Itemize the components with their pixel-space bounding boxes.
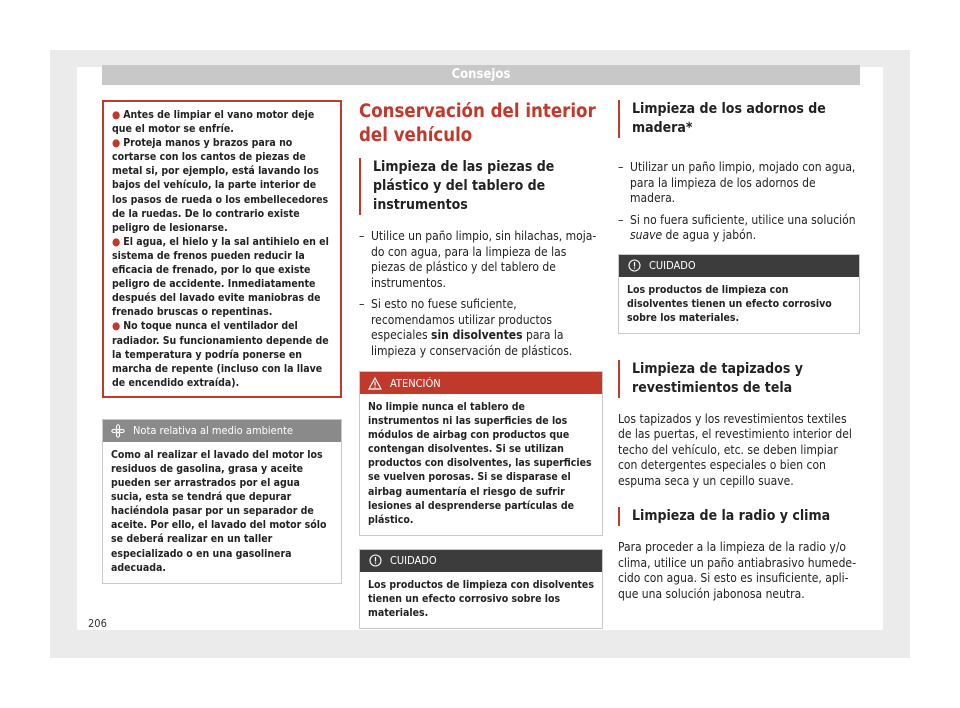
- warning-triangle-icon: [368, 376, 382, 390]
- info-circle-icon: [368, 554, 382, 568]
- atencion-box: [359, 371, 603, 536]
- bullet-icon: ●: [112, 109, 121, 121]
- cuidado-text: Los productos de limpieza con disolventes tienen un efecto corrosivo sobre los materiales.: [627, 283, 832, 324]
- warning-item: ● Proteja manos y brazos para no cortarse con los cantos de piezas de metal si, por ejemplo, está lavando los bajos del vehículo, la parte interior de los pasos de rueda o los embellecedores de la ruedas. De lo contrario existe peligro de lesionarse.: [112, 137, 329, 234]
- column-right: [618, 100, 860, 602]
- warning-item: ● No toque nunca el ventilador del radiador. Su funcionamiento depende de la temperatura y podría ponerse en marcha de repente (incluso con la llave de encendido extraída).: [112, 320, 329, 389]
- subsection-title-fabric: Limpieza de tapizados y revestimientos de tela: [618, 360, 860, 398]
- fabric-paragraph: Los tapizados y los revestimientos textiles de las puertas, el revestimiento interior del techo del vehículo, etc. se deben limpiar con detergentes especiales o bien con espuma seca y un cepillo suave.: [618, 411, 852, 488]
- radio-section: [618, 507, 860, 602]
- cuidado-header: [360, 550, 602, 572]
- list-item: – Si no fuera suficiente, utilice una solución suave de agua y jabón.: [618, 213, 860, 244]
- atencion-text: No limpie nunca el tablero de instrumentos ni las superficies de los módulos de airbag con productos que contengan disolventes. Si se utilizan productos con disolventes, las superficies se vuelven porosas. Si se disparase el airbag aumentaría el riesgo de sufrir lesiones al desprenderse partículas de plástico.: [368, 401, 592, 526]
- fabric-section: [618, 360, 860, 490]
- subsection-title-radio: Limpieza de la radio y clima: [618, 507, 860, 526]
- info-circle-icon: [627, 259, 641, 273]
- wood-care-list: [618, 160, 860, 244]
- section-header-bar: [102, 65, 860, 85]
- cuidado-text: Los productos de limpieza con disolventes tienen un efecto corrosivo sobre los materiales.: [368, 578, 594, 620]
- flower-icon: [111, 424, 125, 438]
- radio-paragraph: Para proceder a la limpieza de la radio y/o clima, utilice un paño antiabrasivo humedecido con agua. Si esto es insuficiente, aplique una solución jabonosa neutra.: [618, 540, 856, 601]
- list-item: – Utilizar un paño limpio, mojado con agua, para la limpieza de los adornos de madera.: [618, 160, 860, 207]
- page-title: Conservación del interior del vehículo: [359, 101, 596, 146]
- environment-note-header: [103, 420, 341, 442]
- list-item: – Utilice un paño limpio, sin hilachas, mojado con agua, para la limpieza de las piezas de plástico y del tablero de instrumentos.: [359, 229, 603, 291]
- warning-list-box: [102, 100, 342, 398]
- column-middle: [359, 100, 603, 629]
- page-number: 206: [88, 617, 107, 630]
- environment-note-text: Como al realizar el lavado del motor los residuos de gasolina, grasa y aceite pueden ser arrastrados por el agua sucia, esta se tendrá que depurar haciéndola pasar por un separador de aceite. Por ello, el lavado del motor sólo se deberá realizar en un taller especializado o en una gasolinera adecuada.: [111, 448, 327, 574]
- atencion-header: [360, 372, 602, 394]
- bullet-icon: ●: [112, 137, 121, 150]
- cuidado-header: [619, 255, 859, 277]
- cuidado-box: [359, 549, 603, 629]
- subsection-title-plastic: Limpieza de las piezas de plástico y del tablero de instrumentos: [359, 158, 603, 215]
- environment-note-title: Nota relativa al medio ambiente: [133, 424, 293, 438]
- section-title: Consejos: [451, 67, 511, 82]
- warning-item: ● Antes de limpiar el vano motor deje que el motor se enfríe.: [112, 109, 315, 136]
- cuidado-title: CUIDADO: [649, 259, 696, 272]
- cuidado-title: CUIDADO: [390, 554, 437, 568]
- bullet-icon: ●: [112, 320, 121, 333]
- environment-note-box: [102, 419, 342, 584]
- cuidado-box: [618, 254, 860, 334]
- plastic-care-list: [359, 229, 603, 359]
- atencion-title: ATENCIÓN: [390, 376, 441, 390]
- subsection-title-wood: Limpieza de los adornos de madera*: [618, 100, 860, 138]
- column-left: [102, 100, 342, 584]
- list-item: – Si esto no fuese suficiente, recomendamos utilizar productos especiales sin disolventes para la limpieza y conservación de plásticos.: [359, 297, 603, 359]
- warning-item: ● El agua, el hielo y la sal antihielo en el sistema de frenos pueden reducir la eficacia de frenado, por lo que existe peligro de accidente. Inmediatamente después del lavado evite maniobras de frenado bruscas o repentinas.: [112, 235, 329, 319]
- bullet-icon: ●: [112, 235, 121, 248]
